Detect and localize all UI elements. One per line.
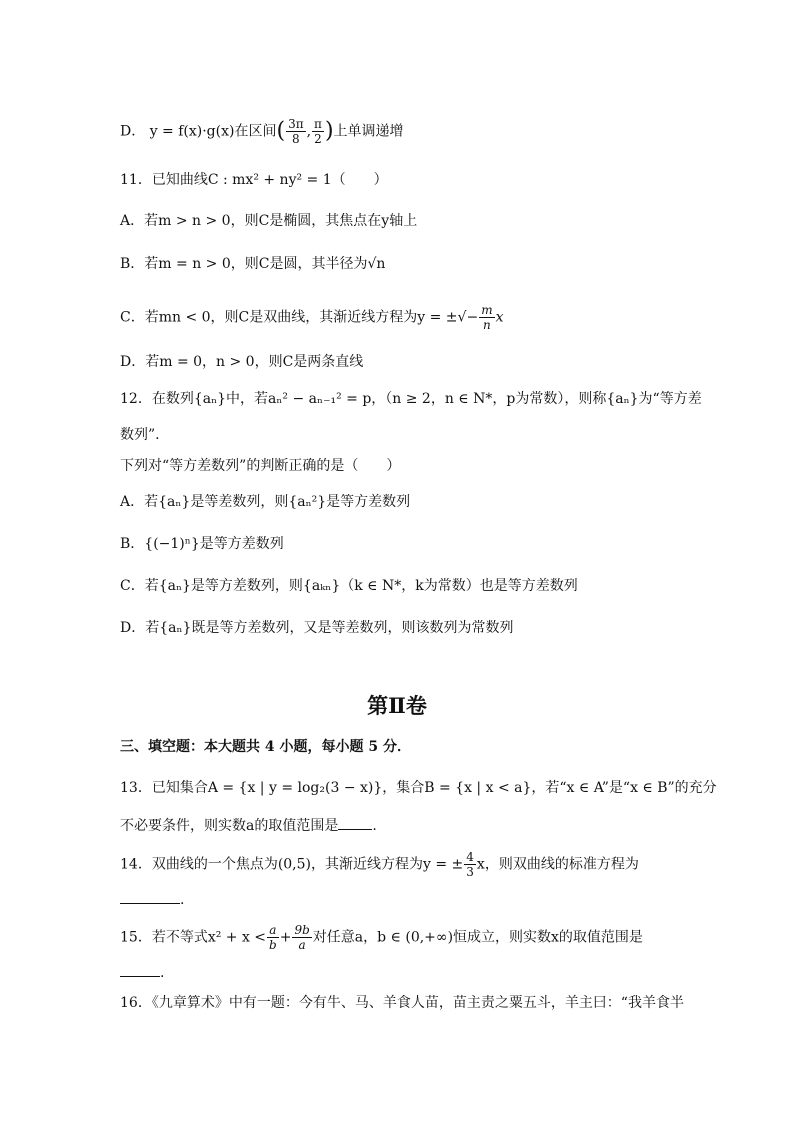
interval-right-fraction xyxy=(312,117,324,146)
paren-right: ) xyxy=(324,118,334,144)
q15-line1 xyxy=(120,923,643,952)
q11-option-c xyxy=(120,303,503,332)
slope-fraction xyxy=(464,850,476,879)
q12-stem-line3: 下列对“等方差数列”的判断正确的是（ ） xyxy=(120,458,401,474)
interval-left-fraction xyxy=(286,117,306,146)
q15-period: . xyxy=(160,965,165,981)
fraction-denominator: n xyxy=(483,318,491,332)
q11-c-variable: x xyxy=(495,309,504,326)
q12-option-a: A．若{aₙ}是等差数列，则{aₙ²}是等方差数列 xyxy=(120,494,411,510)
section-heading: 三、填空题：本大题共 4 小题，每小题 5 分． xyxy=(120,739,411,755)
fraction-numerator: a xyxy=(267,923,279,938)
fraction-denominator: 2 xyxy=(314,132,322,146)
q10-d-expression: y = f(x)·g(x)在区间 xyxy=(149,123,277,140)
q15-text-tail: 对任意a，b ∈ (0,+∞)恒成立，则实数x的取值范围是 xyxy=(312,929,643,946)
q13-text: 不必要条件，则实数a的取值范围是 xyxy=(120,818,339,834)
q12-option-b: B．{(−1)ⁿ}是等方差数列 xyxy=(120,536,284,552)
answer-blank xyxy=(120,962,160,977)
q12-option-c: C．若{aₙ}是等方差数列，则{aₖₙ}（k ∈ N*，k为常数）也是等方差数列 xyxy=(120,578,578,594)
q11-option-d: D．若m = 0，n > 0，则C是两条直线 xyxy=(120,354,364,370)
option-label: D． xyxy=(120,123,146,140)
q15-line2 xyxy=(120,962,164,983)
q12-option-d: D．若{aₙ}既是等方差数列，又是等差数列，则该数列为常数列 xyxy=(120,620,514,636)
fraction-numerator: 4 xyxy=(466,850,474,864)
q10-d-tail: 上单调递增 xyxy=(333,123,404,140)
fraction-denominator: 8 xyxy=(292,132,300,146)
fraction-denominator: 3 xyxy=(466,865,474,879)
fraction-numerator: 3π xyxy=(288,117,304,131)
fraction-numerator: m xyxy=(481,303,493,317)
sqrt-sign: √− xyxy=(457,309,479,326)
q11-option-a: A．若m > n > 0，则C是椭圆，其焦点在y轴上 xyxy=(120,213,418,229)
fraction-denominator: a xyxy=(298,938,306,952)
fraction-9b-over-a xyxy=(292,923,311,952)
q14-text-tail: x，则双曲线的标准方程为 xyxy=(476,856,639,873)
paren-left: ( xyxy=(276,118,286,144)
answer-blank xyxy=(338,815,372,830)
answer-blank xyxy=(120,889,180,904)
q14-line1 xyxy=(120,850,639,879)
q12-stem-line2: 数列”. xyxy=(120,427,160,443)
q13-line2 xyxy=(120,815,377,836)
fraction-numerator: π xyxy=(314,117,322,131)
fraction-denominator: b xyxy=(269,938,277,952)
q12-stem-line1: 12．在数列{aₙ}中，若aₙ² − aₙ₋₁² = p，（n ≥ 2，n ∈ N*，p为常数），则称{aₙ}为“等方差 xyxy=(120,391,702,407)
q14-period: . xyxy=(180,892,185,908)
q11-stem: 11．已知曲线C : mx² + ny² = 1（ ） xyxy=(120,172,388,188)
q11-option-b: B．若m = n > 0，则C是圆，其半径为√n xyxy=(120,256,386,272)
q11-c-text: C．若mn < 0，则C是双曲线，其渐近线方程为y = ± xyxy=(120,309,458,326)
asymptote-fraction xyxy=(479,303,494,332)
plus-sign: + xyxy=(279,929,292,946)
q10-option-d: D． y = f(x)·g(x)在区间( $\frac{3\pi}{8}$ , $\frac{\pi}{2}$ )上单调递增 xyxy=(120,117,404,146)
q15-text: 15．若不等式x² + x < xyxy=(120,929,267,946)
q13-line1: 13．已知集合A = {x | y = log₂(3 − x)}，集合B = {x | x < a}，若“x ∈ A”是“x ∈ B”的充分 xyxy=(120,780,717,796)
fraction-a-over-b xyxy=(267,923,279,952)
q16-line1: 16．《九章算术》中有一题：今有牛、马、羊食人苗，苗主责之粟五斗，羊主曰：“我羊食半 xyxy=(120,995,684,1011)
q13-period: . xyxy=(372,818,377,834)
part-title: 第Ⅱ卷 xyxy=(367,693,427,718)
q14-text: 14．双曲线的一个焦点为(0,5)，其渐近线方程为y = ± xyxy=(120,856,464,873)
fraction-numerator: 9b xyxy=(294,923,310,937)
q14-line2 xyxy=(120,889,184,910)
